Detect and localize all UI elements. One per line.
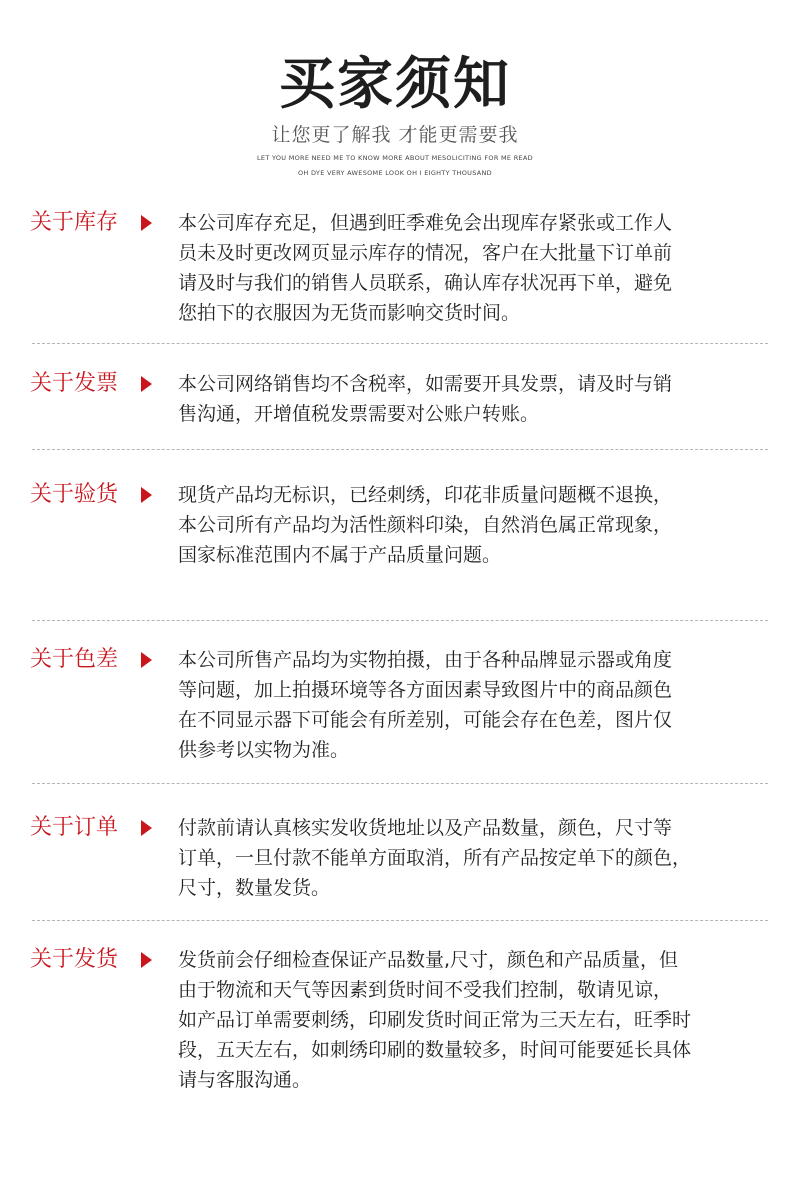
triangle-right-icon (141, 952, 152, 968)
text-line: 段，五天左右，如刺绣印刷的数量较多，时间可能要延长具体 (178, 1039, 692, 1061)
text-line: 付款前请认真核实发收货地址以及产品数量，颜色，尺寸等 (178, 817, 673, 839)
section-divider (32, 449, 768, 450)
section-label-shipping: 关于发货 (30, 947, 119, 972)
section-divider (32, 783, 768, 784)
text-line: 本公司所有产品均为活性颜料印染，自然消色属正常现象， (178, 514, 673, 536)
english-tagline-1: LET YOU MORE NEED ME TO KNOW MORE ABOUT MESOLICITING FOR ME READ (257, 154, 533, 162)
text-line: 如产品订单需要刺绣，印刷发货时间正常为三天左右，旺季时 (178, 1009, 692, 1031)
section-label-invoice: 关于发票 (30, 371, 119, 396)
text-line: 售沟通，开增值税发票需要对公账户转账。 (178, 403, 540, 425)
section-divider (32, 920, 768, 921)
triangle-right-icon (141, 652, 152, 668)
section-text-inspection (178, 480, 758, 570)
text-line: 等问题，加上拍摄环境等各方面因素导致图片中的商品颜色 (178, 679, 673, 701)
triangle-right-icon (141, 487, 152, 503)
text-line: 由于物流和天气等因素到货时间不受我们控制，敬请见谅， (178, 979, 673, 1001)
text-line: 请及时与我们的销售人员联系，确认库存状况再下单，避免 (178, 272, 673, 294)
text-line: 员未及时更改网页显示库存的情况，客户在大批量下订单前 (178, 242, 673, 264)
section-divider (32, 620, 768, 621)
text-line: 在不同显示器下可能会有所差别，可能会存在色差，图片仅 (178, 709, 673, 731)
section-text-inventory (178, 208, 758, 328)
triangle-right-icon (141, 376, 152, 392)
notice-header (0, 50, 790, 178)
triangle-right-icon (141, 215, 152, 231)
text-line: 发货前会仔细检查保证产品数量,尺寸，颜色和产品质量，但 (178, 949, 679, 971)
section-label-inspection: 关于验货 (30, 482, 119, 507)
text-line: 您拍下的衣服因为无货而影响交货时间。 (178, 302, 521, 324)
text-line: 供参考以实物为准。 (178, 739, 350, 761)
section-text-order (178, 813, 758, 903)
section-text-invoice (178, 369, 758, 429)
text-line: 订单，一旦付款不能单方面取消，所有产品按定单下的颜色， (178, 847, 692, 869)
text-line: 尺寸，数量发货。 (178, 877, 331, 899)
text-line: 本公司所售产品均为实物拍摄，由于各种品牌显示器或角度 (178, 649, 673, 671)
text-line: 请与客服沟通。 (178, 1069, 312, 1091)
text-line: 本公司库存充足，但遇到旺季难免会出现库存紧张或工作人 (178, 212, 673, 234)
triangle-right-icon (141, 820, 152, 836)
section-text-shipping (178, 945, 758, 1095)
page-subtitle: 让您更了解我 才能更需要我 (271, 124, 519, 146)
section-label-color-difference: 关于色差 (30, 647, 119, 672)
section-divider (32, 343, 768, 344)
section-label-order: 关于订单 (30, 815, 119, 840)
english-tagline-2: OH DYE VERY AWESOME LOOK OH I EIGHTY THOUSAND (298, 169, 492, 177)
text-line: 现货产品均无标识，已经刺绣，印花非质量问题概不退换， (178, 484, 673, 506)
page-title: 买家须知 (279, 52, 511, 117)
section-label-inventory: 关于库存 (30, 210, 119, 235)
text-line: 本公司网络销售均不含税率，如需要开具发票，请及时与销 (178, 373, 673, 395)
text-line: 国家标准范围内不属于产品质量问题。 (178, 544, 502, 566)
section-text-color-difference (178, 645, 758, 765)
